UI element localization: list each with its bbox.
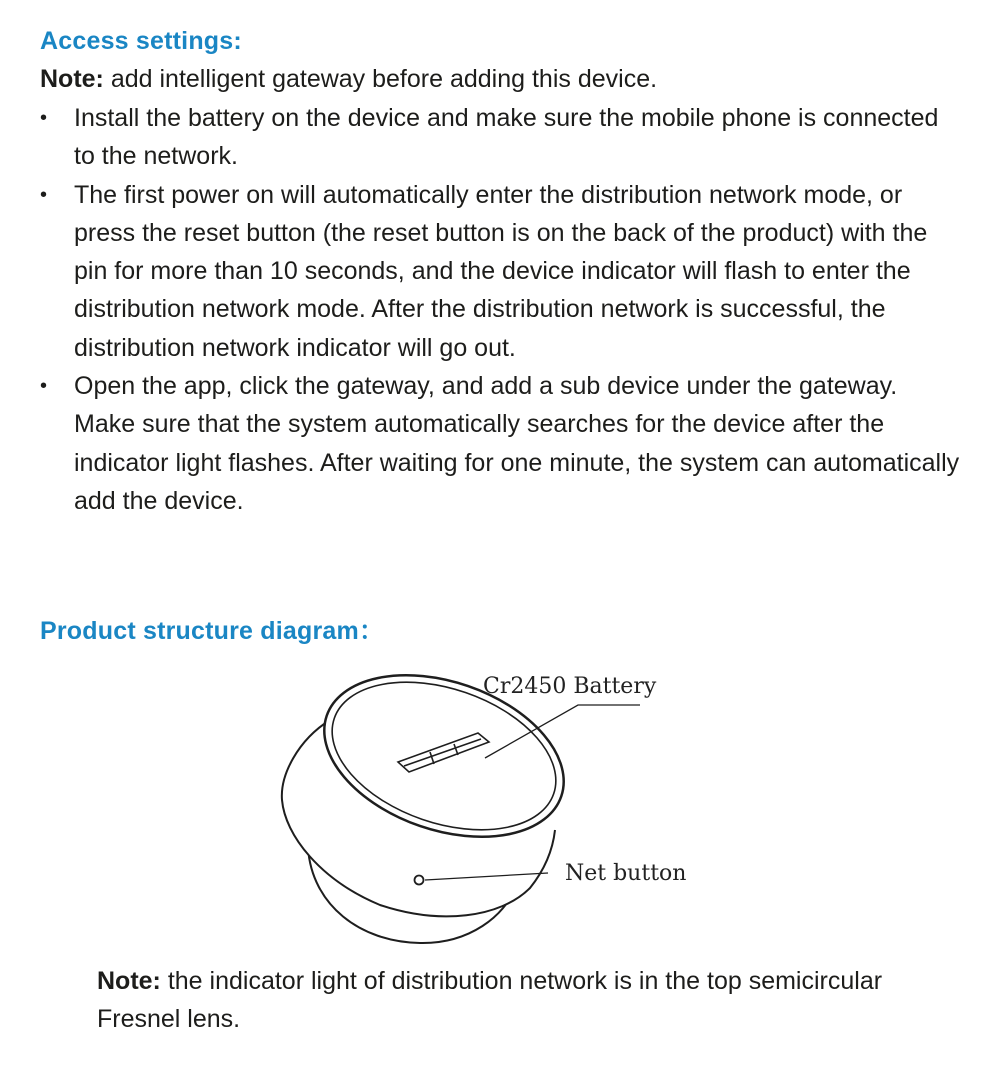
setup-step-text: The first power on will automatically enter the distribution network mode, or press the reset button (the reset button is on the back of the product) with the pin for more than 10 seconds, and the device indicator will flash to enter the distribution network mode. After the distribution network is successful, the distribution network indicator will go out.: [74, 180, 928, 362]
battery-label: Cr2450 Battery: [483, 674, 657, 699]
bullet-icon: •: [40, 375, 48, 398]
note-text: the indicator light of distribution network is in the top semicircular Fresnel lens.: [97, 967, 883, 1033]
bullet-icon: •: [40, 107, 48, 129]
note-label: Note:: [97, 967, 161, 995]
gateway-note: [40, 60, 657, 98]
note-text: add intelligent gateway before adding this device.: [103, 65, 658, 93]
indicator-note: [97, 962, 957, 1038]
access-settings-heading: Access settings:: [40, 27, 242, 55]
setup-step-text: Open the app, click the gateway, and add a sub device under the gateway. Make sure that the system automatically searches for the device after the indicator light flashes. After waiting for one minute, the system can automatically add the device.: [74, 372, 960, 515]
bullet-icon: •: [40, 183, 48, 206]
setup-step: [40, 176, 960, 367]
setup-step-text: Install the battery on the device and make sure the mobile phone is connected to the network.: [74, 104, 939, 171]
product-structure-heading: Product structure diagram：: [40, 617, 385, 645]
setup-step: [40, 99, 960, 176]
note-label: Note:: [40, 65, 104, 93]
net-button-label: Net button: [565, 861, 687, 886]
setup-steps-list: [40, 99, 960, 520]
setup-step: [40, 367, 960, 520]
product-structure-diagram: [0, 640, 1000, 970]
